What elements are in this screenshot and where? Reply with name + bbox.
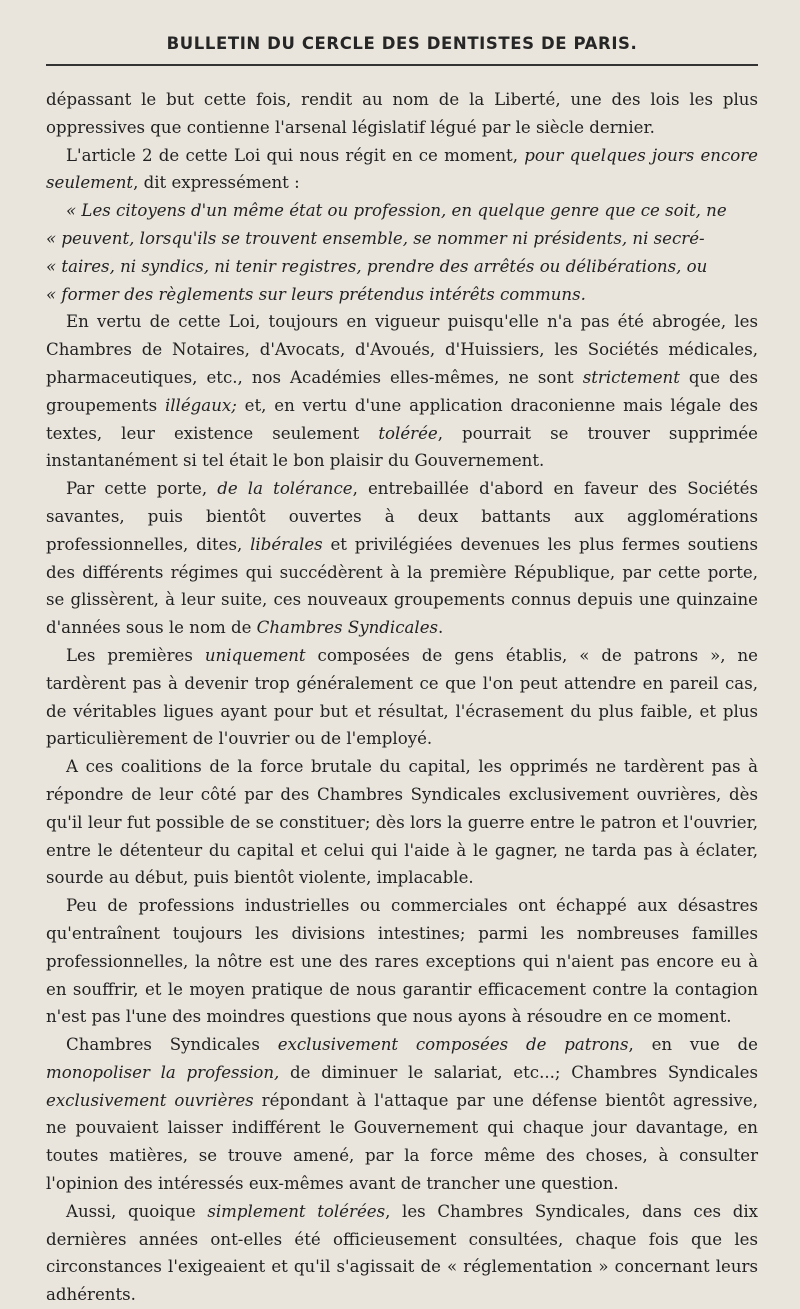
text-run: Aussi, quoique — [66, 1201, 208, 1221]
text-run: et, en vertu d'une application draconienne mais légale des textes, leur existence seulement — [46, 395, 758, 443]
text-run: , en vue de — [628, 1035, 758, 1055]
quote-line-2: « peuvent, lorsqu'ils se trouvent ensemble, se nommer ni présidents, ni secré- — [46, 228, 705, 248]
text-run: , entrebaillée d'abord en faveur des Sociétés savantes, puis bientôt ouvertes à deux battants aux agglomérations professionnelles, dites, — [46, 479, 758, 554]
text-run: de diminuer le salariat, etc...; Chambres Syndicales — [279, 1062, 759, 1082]
paragraph-8 — [46, 1031, 758, 1198]
emphasis: pour quelques jours encore seulement — [46, 145, 758, 193]
text-run: . — [438, 618, 444, 638]
quote-line-4: « former des règlements sur leurs prétendus intérêts communs. — [46, 284, 586, 304]
paragraph-2 — [46, 142, 758, 198]
text-run: , pourrait se trouver supprimée instantanément si tel était le bon plaisir du Gouvernement. — [46, 423, 758, 471]
text-run: composées de gens établis, « de patrons », ne tardèrent pas à devenir trop généralement ce que l'on peut attendre en pareil cas, de véritables ligues ayant pour but et résultat, l'écrasement du plus faible, et plus particulièrement de l'ouvrier ou de l'employé. — [46, 645, 758, 749]
text-run: que des groupements — [46, 367, 758, 415]
text-run: et privilégiées devenues les plus fermes soutiens des différents régimes qui succédèrent à la première République, par cette porte, se glissèrent, à leur suite, ces nouveaux groupements connus depuis une quinzaine d'années sous le nom de — [46, 534, 758, 638]
paragraph-1: dépassant le but cette fois, rendit au nom de la Liberté, une des lois les plus oppressives que contienne l'arsenal législatif légué par le siècle dernier. — [46, 90, 758, 137]
emphasis: Chambres Syndicales — [256, 618, 439, 638]
paragraph-4 — [46, 475, 758, 642]
text-run: Chambres Syndicales — [66, 1035, 278, 1055]
text-run: L'article 2 de cette Loi qui nous régit en ce moment, — [66, 145, 525, 165]
paragraph-9 — [46, 1198, 758, 1309]
emphasis: libérales — [250, 534, 323, 554]
running-header: BULLETIN DU CERCLE DES DENTISTES DE PARIS. — [166, 34, 638, 53]
article-body — [46, 86, 758, 1309]
emphasis: monopoliser la profession, — [46, 1062, 280, 1082]
paragraph-5 — [46, 642, 758, 753]
emphasis: uniquement — [204, 645, 306, 665]
text-run: Les premières — [66, 645, 205, 665]
emphasis: de la tolérance — [217, 479, 353, 499]
emphasis: simplement tolérées — [207, 1201, 386, 1221]
emphasis: exclusivement composées de patrons — [277, 1035, 629, 1055]
emphasis: tolérée — [378, 423, 438, 443]
quote-line-3: « taires, ni syndics, ni tenir registres, prendre des arrêtés ou délibérations, ou — [46, 256, 708, 276]
paragraph-6: A ces coalitions de la force brutale du capital, les opprimés ne tardèrent pas à répondre de leur côté par des Chambres Syndicales exclusivement ouvrières, dès qu'il leur fut possible de se constituer; dès lors la guerre entre le patron et l'ouvrier, entre le détenteur du capital et celui qui l'aide à le gagner, ne tarda pas à éclater, sourde au début, puis bientôt violente, implacable. — [46, 757, 758, 888]
emphasis: illégaux; — [164, 395, 237, 415]
text-run: Par cette porte, — [66, 479, 218, 499]
emphasis: strictement — [582, 367, 680, 387]
paragraph-7: Peu de professions industrielles ou commerciales ont échappé aux désastres qu'entraînent toujours les divisions intestines; parmi les nombreuses familles professionnelles, la nôtre est une des rares exceptions qui n'aient pas encore eu à en souffrir, et le moyen pratique de nous garantir efficacement contre la contagion n'est pas l'une des moindres questions que nous ayons à résoudre en ce moment. — [46, 896, 758, 1027]
text-run: , dit expressément : — [133, 173, 300, 193]
text-run: , les Chambres Syndicales, dans ces dix dernières années ont-elles été officieusement consultées, chaque fois que les circonstances l'exigeaient et qu'il s'agissait de « réglementation » concernant leurs adhérents. — [46, 1201, 758, 1305]
header-rule — [46, 64, 758, 66]
emphasis: exclusivement ouvrières — [46, 1090, 254, 1110]
law-quotation — [46, 197, 758, 1309]
paragraph-3 — [46, 308, 758, 475]
text-run: répondant à l'attaque par une défense bientôt agressive, ne pouvaient laisser indifférent le Gouvernement qui chaque jour davantage, en toutes matières, se trouve amené, par la force même des choses, à consulter l'opinion des intéressés eux-mêmes avant de trancher une question. — [46, 1090, 758, 1194]
text-run: En vertu de cette Loi, toujours en vigueur puisqu'elle n'a pas été abrogée, les Chambres de Notaires, d'Avocats, d'Avoués, d'Huissiers, les Sociétés médicales, pharmaceutiques, etc., nos Académies elles-mêmes, ne sont — [46, 312, 758, 387]
quote-line-1: « Les citoyens d'un même état ou profession, en quelque genre que ce soit, ne — [66, 201, 727, 221]
